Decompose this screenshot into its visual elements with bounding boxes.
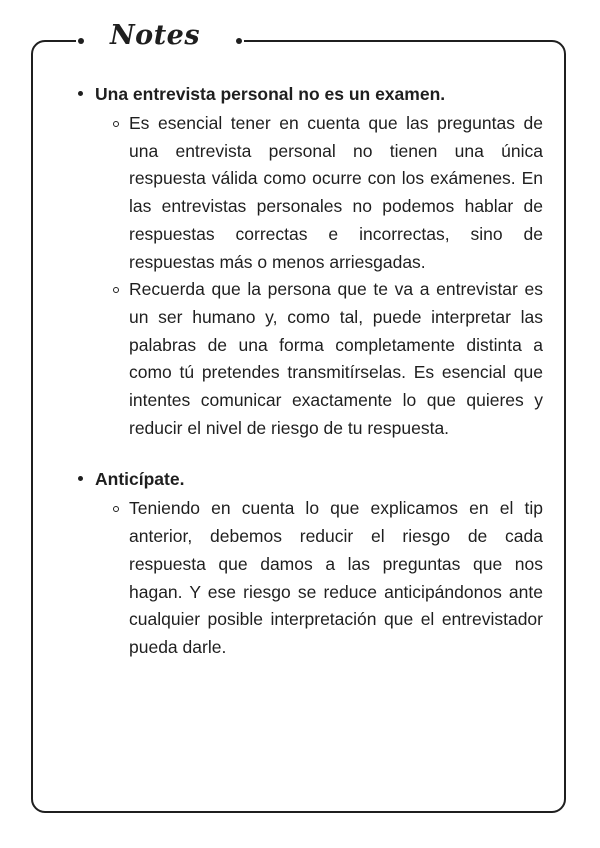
bullet-circle-icon	[113, 287, 119, 293]
list-item-text: Recuerda que la persona que te va a entrevistar es un ser humano y, como tal, puede interpretar las palabras de una forma completamente distinta a como tú pretendes transmitírselas. Es esencial que intentes comunicar exactamente lo que quieres y reducir el nivel de riesgo de tu respuesta.	[129, 279, 543, 438]
bullet-circle-icon	[113, 121, 119, 127]
list-item	[75, 110, 543, 276]
bullet-circle-icon	[113, 506, 119, 512]
section-heading: Una entrevista personal no es un examen.	[95, 84, 446, 104]
list-item-text: Es esencial tener en cuenta que las preguntas de una entrevista personal no tienen una única respuesta válida como ocurre con los exámenes. En las entrevistas personales no podemos hablar de respuestas correctas e incorrectas, sino de respuestas más o menos arriesgadas.	[129, 113, 543, 272]
section-entrevista	[75, 82, 543, 442]
title-left-dot	[78, 38, 84, 44]
section-heading-row	[75, 467, 543, 491]
section-anticipate	[75, 467, 543, 661]
bullet-disc-icon	[78, 476, 83, 481]
list-item	[75, 276, 543, 442]
notes-content	[75, 82, 543, 662]
bullet-disc-icon	[78, 91, 83, 96]
section-heading-row	[75, 82, 543, 106]
title-right-dot	[236, 38, 242, 44]
list-item-text: Teniendo en cuenta lo que explicamos en el tip anterior, debemos reducir el riesgo de cada respuesta que damos a las preguntas que nos hagan. Y ese riesgo se reduce anticipándonos ante cualquier posible interpretación que el entrevistador pueda darle.	[129, 498, 543, 657]
page-title: Notes	[110, 20, 201, 51]
section-heading: Anticípate.	[95, 469, 185, 490]
list-item	[75, 495, 543, 661]
